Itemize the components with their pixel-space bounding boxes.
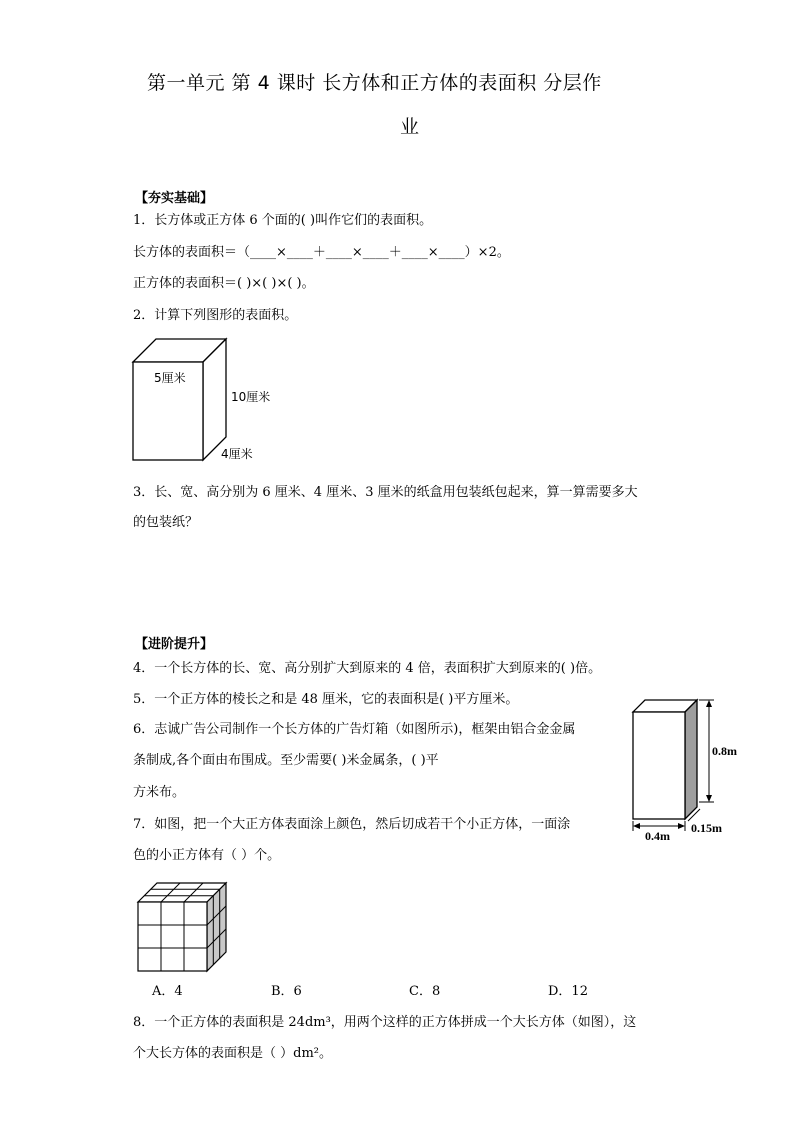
question-7-line1: 7．如图，把一个大正方体表面涂上颜色，然后切成若干个小正方体，一面涂 [133, 817, 571, 832]
question-1-line1: 1．长方体或正方体 6 个面的( )叫作它们的表面积。 [133, 213, 433, 228]
lightbox-height-label: 0.8m [712, 744, 737, 758]
question-6-line1: 6．志诚广告公司制作一个长方体的广告灯箱（如图所示)，框架由铝合金金属 [133, 722, 576, 737]
question-6-line2: 条制成,各个面由布围成。至少需要( )米金属条，( )平 [133, 753, 439, 768]
question-4: 4．一个长方体的长、宽、高分别扩大到原来的 4 倍，表面积扩大到原来的( )倍。 [133, 661, 602, 676]
cuboid-depth-label: 4厘米 [221, 447, 253, 461]
question-8-line2: 个大长方体的表面积是（ ）dm²。 [133, 1046, 332, 1061]
page-title-line2: 业 [400, 116, 420, 138]
option-c: C．8 [409, 984, 441, 999]
question-1-line2: 长方体的表面积＝（____×____＋____×____＋____×____）×2。 [133, 245, 510, 260]
section-heading-basic: 【夯实基础】 [135, 191, 214, 206]
question-8-line1: 8．一个正方体的表面积是 24dm³，用两个这样的正方体拼成一个大长方体（如图），这 [133, 1015, 637, 1030]
page-title-line1: 第一单元 第 4 课时 长方体和正方体的表面积 分层作 [147, 72, 602, 94]
lightbox-figure [630, 695, 740, 840]
question-7-line2: 色的小正方体有（ ）个。 [133, 848, 281, 863]
cuboid-front-label: 5厘米 [154, 371, 186, 385]
lightbox-length-label: 0.4m [645, 829, 670, 843]
option-b: B．6 [271, 984, 302, 999]
cuboid-figure [130, 335, 230, 465]
option-a: A．4 [152, 984, 183, 999]
cuboid-height-label: 10厘米 [231, 390, 271, 404]
question-5: 5．一个正方体的棱长之和是 48 厘米，它的表面积是( )平方厘米。 [133, 692, 519, 707]
question-6-line3: 方米布。 [133, 785, 186, 800]
lightbox-width-label: 0.15m [691, 821, 722, 835]
question-2: 2．计算下列图形的表面积。 [133, 308, 298, 323]
section-heading-advanced: 【进阶提升】 [135, 637, 214, 652]
question-1-line3: 正方体的表面积＝( )×( )×( )。 [133, 276, 315, 291]
question-3-line2: 的包装纸？ [133, 515, 199, 530]
question-3-line1: 3．长、宽、高分别为 6 厘米、4 厘米、3 厘米的纸盒用包装纸包起来，算一算需要多大 [133, 485, 638, 500]
option-d: D．12 [548, 984, 588, 999]
cube-grid-figure [135, 880, 230, 975]
